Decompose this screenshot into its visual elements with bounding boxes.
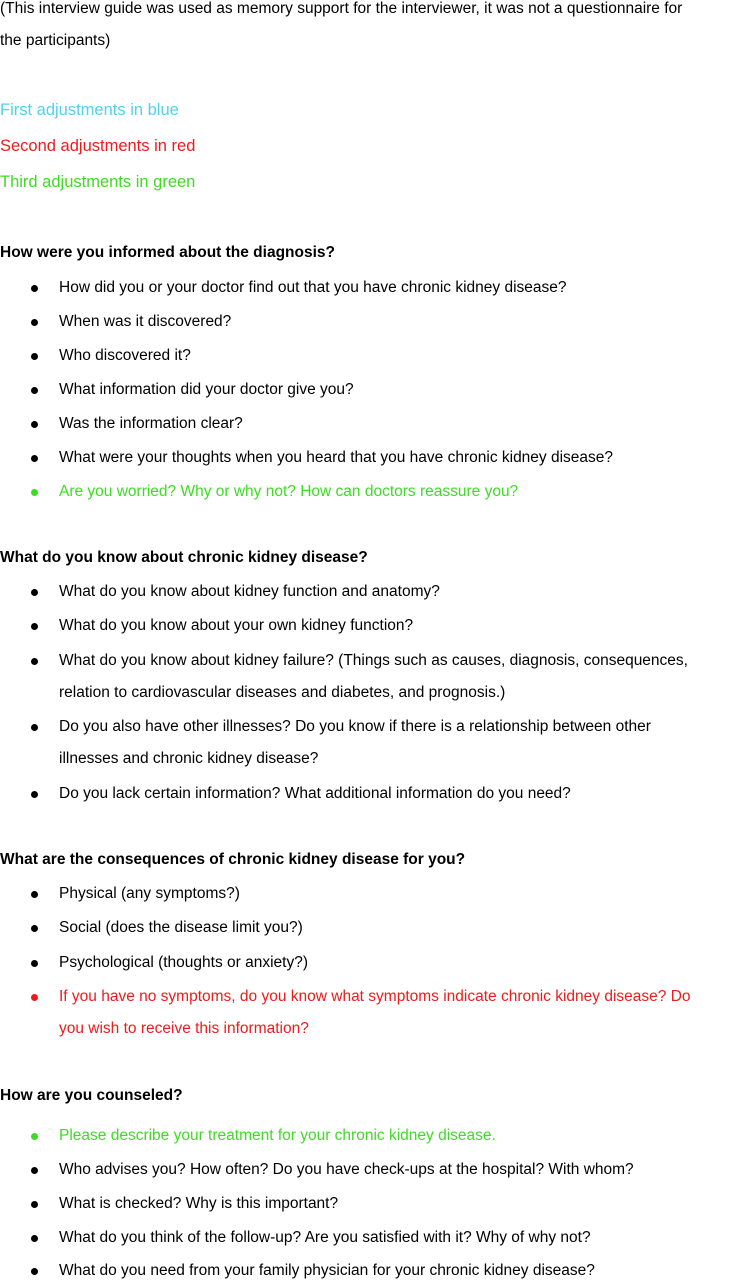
bullet-icon [31,960,38,967]
bullet-icon [31,1268,38,1275]
legend-blue: First adjustments in blue [0,101,179,119]
bullet-icon [31,421,38,428]
section-heading-consequences: What are the consequences of chronic kidney disease for you? [0,851,466,868]
section-heading-knowledge: What do you know about chronic kidney disease? [0,549,368,566]
bullet-icon [31,623,38,630]
legend-green: Third adjustments in green [0,173,196,191]
legend-red: Second adjustments in red [0,137,196,155]
bullet-icon [31,489,38,496]
bullet-icon [31,658,38,665]
bullet-icon [31,589,38,596]
bullet-icon [31,1167,38,1174]
bullet-icon [31,387,38,394]
section-heading-counseling: How are you counseled? [0,1087,183,1104]
bullet-icon [31,319,38,326]
bullet-icon [31,455,38,462]
section-heading-diagnosis: How were you informed about the diagnosis? [0,244,335,261]
bullet-icon [31,1133,38,1140]
bullet-icon [31,353,38,360]
bullet-icon [31,994,38,1001]
bullet-icon [31,891,38,898]
intro-line-2: the participants) [0,32,111,49]
bullet-icon [31,724,38,731]
bullet-icon [31,285,38,292]
intro-line-1: (This interview guide was used as memory support for the interviewer, it was not a questionnaire for [0,0,683,17]
bullet-icon [31,1201,38,1208]
bullet-icon [31,791,38,798]
bullet-icon [31,925,38,932]
bullet-icon [31,1235,38,1242]
